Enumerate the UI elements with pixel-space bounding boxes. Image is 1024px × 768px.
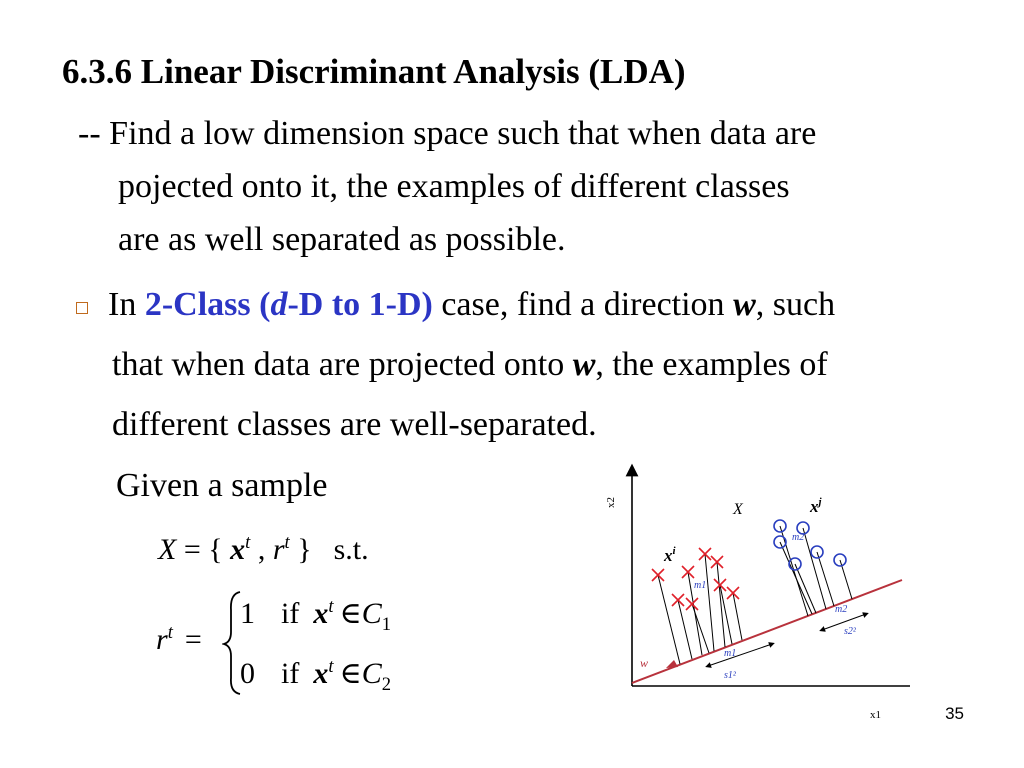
axis-x2-label: x2 bbox=[605, 497, 617, 508]
bullet-line-3: different classes are well-separated. bbox=[112, 406, 597, 443]
s1-label: s1² bbox=[724, 670, 736, 681]
class2-circle-markers bbox=[774, 520, 846, 570]
intro-line-1: -- Find a low dimension space such that when data are bbox=[78, 115, 817, 152]
slide-title: 6.3.6 Linear Discriminant Analysis (LDA) bbox=[62, 52, 686, 91]
axis-x1-label: x1 bbox=[870, 709, 881, 721]
sample-set-equation: X = { $x^t$ , $r^t$ } s.t. bbox=[158, 532, 369, 566]
bullet-square-icon bbox=[76, 302, 88, 314]
intro-line-3: are as well separated as possible. bbox=[118, 221, 566, 258]
case-1-row: 1 if $x^t$ $\in C_1$ bbox=[240, 596, 392, 635]
page-number: 35 bbox=[945, 704, 964, 723]
m2-label: m2 bbox=[792, 532, 805, 543]
given-sample-text: Given a sample bbox=[116, 467, 328, 504]
case-2-row: 0 if $x^t$ $\in C_2$ bbox=[240, 656, 392, 695]
intro-line-2: pojected onto it, the examples of different classes bbox=[118, 168, 790, 205]
m2-projection-label: m2 bbox=[835, 604, 848, 615]
set-x-label: X bbox=[733, 501, 743, 518]
m1-label: m1 bbox=[694, 580, 707, 591]
lda-projection-figure bbox=[590, 460, 920, 725]
xj-label: $x^j$ bbox=[810, 496, 822, 516]
label-equation-lhs: $r^t$ = bbox=[156, 622, 202, 656]
bullet-line-1: In 2-Class (d-D to 1-D) case, find a direction w, such bbox=[108, 286, 836, 323]
bullet-line-2: that when data are projected onto w, the examples of bbox=[112, 346, 828, 383]
w-label: w bbox=[640, 656, 649, 670]
m1-projection-label: m1 bbox=[724, 648, 737, 659]
s2-label: s2² bbox=[844, 626, 856, 637]
w-arrow-icon bbox=[666, 660, 678, 668]
xi-label: $x^i$ bbox=[664, 545, 676, 565]
s1-scatter-arrow bbox=[708, 644, 772, 666]
